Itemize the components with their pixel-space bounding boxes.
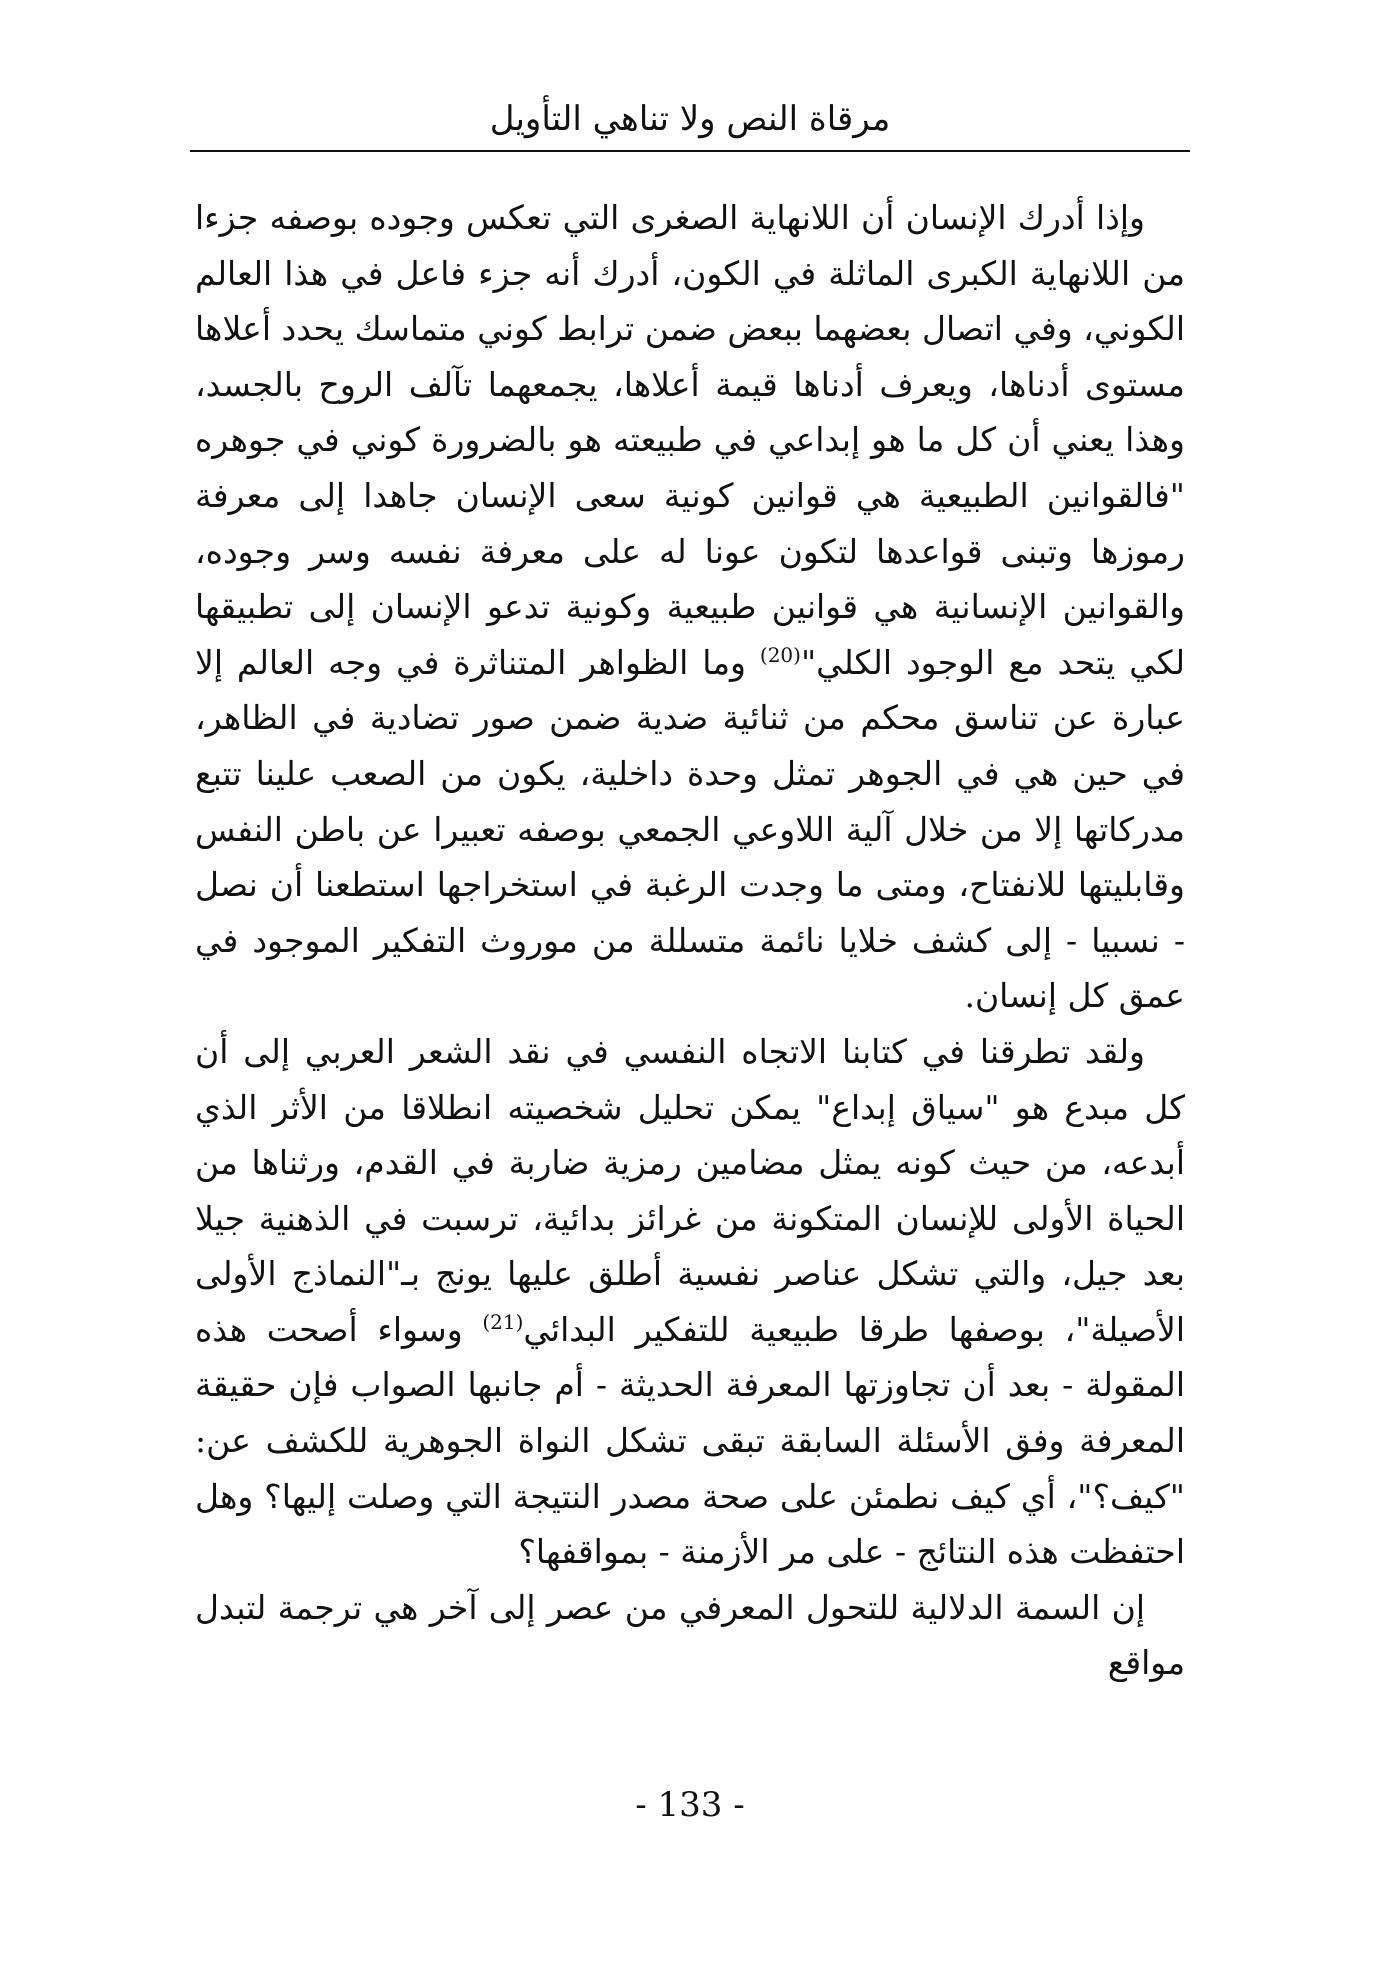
running-header-title: مرقاة النص ولا تناهي التأويل — [489, 99, 891, 139]
page-number: - 133 - — [635, 1785, 745, 1825]
paragraph-text: ولقد تطرقنا في كتابنا الاتجاه النفسي في نقد الشعر العربي إلى أن كل مبدع هو "سياق إبداع" يمكن تحليل شخصيته انطلاقا من الأثر الذي أبدعه، من حيث كونه يمثل مضامين رمزية ضاربة في القدم، ورثناها من الحياة الأولى للإنسان المتكونة من غرائز بدائية، ترسبت في الذهنية جيلا بعد جيل، والتي تشكل عناصر نفسية أطلق عليها يونج بـ"النماذج الأولى الأصيلة"، بوصفها طرقا طبيعية للتفكير البدائي — [195, 1031, 1185, 1349]
header-divider — [190, 150, 1190, 152]
footnote-ref: (21) — [482, 1309, 524, 1334]
paragraph: إن السمة الدلالية للتحول المعرفي من عصر إلى آخر هي ترجمة لتبدل مواقع — [195, 1587, 1185, 1683]
paragraph — [195, 190, 1185, 1024]
paragraph-text: وما الظواهر المتناثرة في وجه العالم إلا عبارة عن تناسق محكم من ثنائية ضدية ضمن صور تضادية في الظاهر، في حين هي في الجوهر تمثل وحدة داخلية، يكون من الصعب علينا تتبع مدركاتها إلا من خلال آلية اللاوعي الجمعي بوصفه تعبيرا عن باطن النفس وقابليتها للانفتاح، ومتى ما وجدت الرغبة في استخراجها استطعنا أن نصل - نسبيا - إلى كشف خلايا نائمة متسللة من موروث التفكير الموجود في عمق كل إنسان. — [195, 642, 1185, 1016]
body-text — [195, 190, 1185, 1691]
paragraph — [195, 1024, 1185, 1580]
paragraph-text: وسواء أصحت هذه المقولة - بعد أن تجاوزتها المعرفة الحديثة - أم جانبها الصواب فإن حقيقة المعرفة وفق الأسئلة السابقة تبقى تشكل النواة الجوهرية للكشف عن: "كيف؟"، أي كيف نطمئن على صحة مصدر النتيجة التي وصلت إليها؟ وهل احتفظت هذه النتائج - على مر الأزمنة - بمواقفها؟ — [195, 1309, 1185, 1572]
footnote-ref: (20) — [759, 642, 801, 667]
paragraph-text: وإذا أدرك الإنسان أن اللانهاية الصغرى التي تعكس وجوده بوصفه جزءا من اللانهاية الكبرى الماثلة في الكون، أدرك أنه جزء فاعل في هذا العالم الكوني، وفي اتصال بعضهما ببعض ضمن ترابط كوني متماسك يحدد أعلاها مستوى أدناها، ويعرف أدناها قيمة أعلاها، يجمعهما تآلف الروح بالجسد، وهذا يعني أن كل ما هو إبداعي في طبيعته هو بالضرورة كوني في جوهره "فالقوانين الطبيعية هي قوانين كونية سعى الإنسان جاهدا إلى معرفة رموزها وتبنى قواعدها لتكون عونا له على معرفة نفسه وسر وجوده، والقوانين الإنسانية هي قوانين طبيعية وكونية تدعو الإنسان إلى تطبيقها لكي يتحد مع الوجود الكلي" — [195, 198, 1185, 682]
